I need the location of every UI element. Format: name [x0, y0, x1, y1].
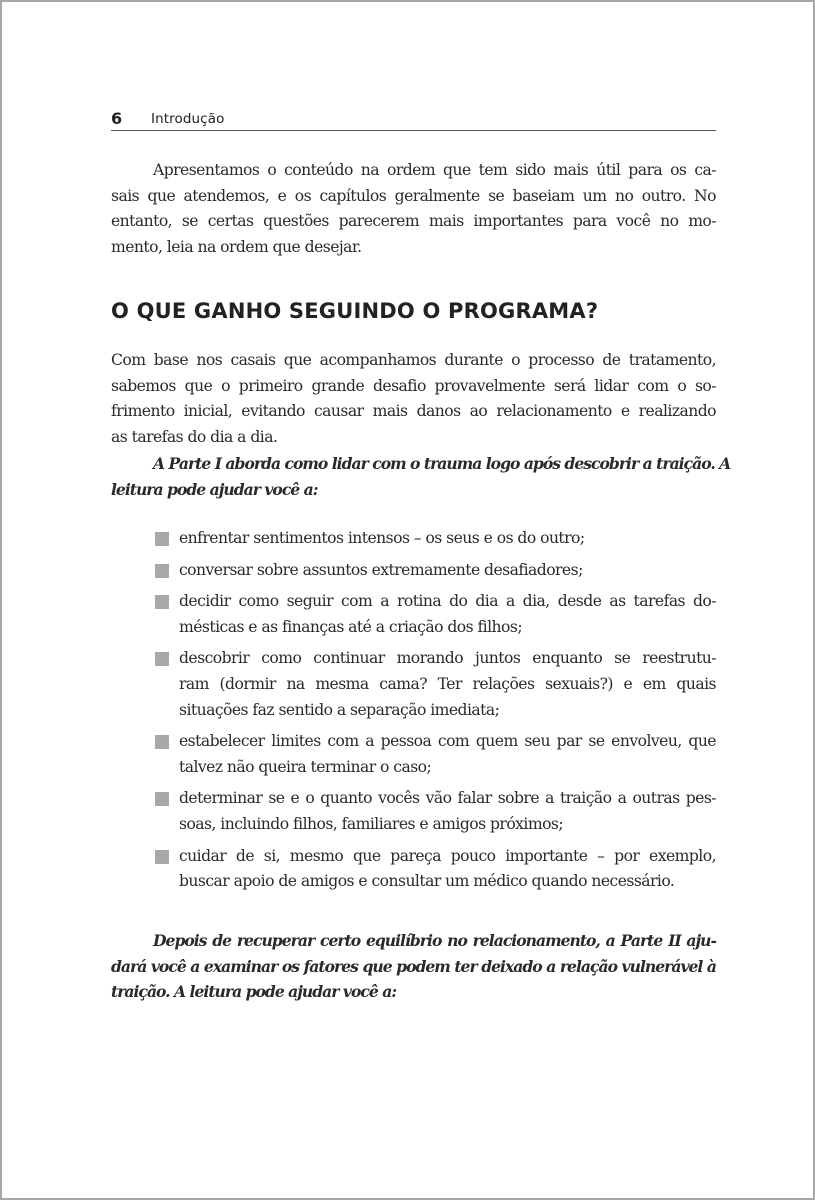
intro-paragraph [111, 158, 716, 260]
text-line: A Parte I aborda como lidar com o trauma logo após descobrir a traição. A [153, 454, 731, 473]
text-line: frimento inicial, evitando causar mais danos ao relacionamento e realizando [111, 402, 716, 421]
list-item [155, 844, 716, 895]
text-line: talvez não queira terminar o caso; [179, 757, 432, 776]
section-paragraph [111, 348, 716, 450]
text-line: dará você a examinar os fatores que podem ter deixado a relação vulnerável à [111, 956, 716, 976]
text-line: soas, incluindo filhos, familiares e amigos próximos; [179, 814, 564, 833]
list-item [155, 646, 716, 723]
list-item [155, 786, 716, 837]
text-line: Com base nos casais que acompanhamos durante o processo de tratamento, [111, 351, 716, 369]
text-line: ram (dormir na mesma cama? Ter relações sexuais?) e em quais [179, 674, 716, 693]
text-line: sabemos que o primeiro grande desafio provavelmente será lidar com o so- [111, 376, 716, 395]
section-heading: O QUE GANHO SEGUINDO O PROGRAMA? [111, 299, 599, 323]
text-line: leitura pode ajudar você a: [111, 479, 318, 499]
part1-intro [111, 451, 731, 502]
part2-intro [111, 928, 716, 1005]
square-bullet-icon [155, 564, 169, 578]
text-line: enfrentar sentimentos intensos – os seus e os do outro; [179, 529, 585, 547]
text-line: mento, leia na ordem que desejar. [111, 237, 362, 256]
square-bullet-icon [155, 735, 169, 749]
part1-bullet-list [155, 526, 716, 901]
text-line: decidir como seguir com a rotina do dia a dia, desde as tarefas do- [179, 592, 716, 611]
square-bullet-icon [155, 652, 169, 666]
square-bullet-icon [155, 792, 169, 806]
running-header [111, 108, 716, 131]
text-line: traição. A leitura pode ajudar você a: [111, 982, 397, 1002]
text-line: Apresentamos o conteúdo na ordem que tem sido mais útil para os ca- [153, 161, 716, 179]
text-line: entanto, se certas questões parecerem mais importantes para você no mo- [111, 212, 716, 231]
page-number: 6 [111, 109, 123, 128]
list-item [155, 589, 716, 640]
text-line: estabelecer limites com a pessoa com quem seu par se envolveu, que [179, 732, 716, 751]
square-bullet-icon [155, 532, 169, 546]
text-line: situações faz sentido a separação imediata; [179, 700, 500, 719]
list-item [155, 526, 716, 552]
running-title: Introdução [151, 111, 225, 127]
square-bullet-icon [155, 850, 169, 864]
list-item [155, 558, 716, 584]
text-line: determinar se e o quanto vocês vão falar sobre a traição a outras pes- [179, 789, 716, 808]
list-item [155, 729, 716, 780]
text-line: descobrir como continuar morando juntos enquanto se reestrutu- [179, 649, 716, 668]
square-bullet-icon [155, 595, 169, 609]
text-line: mésticas e as finanças até a criação dos filhos; [179, 617, 523, 636]
text-line: buscar apoio de amigos e consultar um médico quando necessário. [179, 872, 675, 891]
text-line: as tarefas do dia a dia. [111, 427, 278, 446]
text-line: sais que atendemos, e os capítulos geralmente se baseiam um no outro. No [111, 186, 716, 205]
text-line: Depois de recuperar certo equilíbrio no relacionamento, a Parte II aju- [153, 931, 716, 950]
text-line: conversar sobre assuntos extremamente desafiadores; [179, 560, 583, 579]
text-line: cuidar de si, mesmo que pareça pouco importante – por exemplo, [179, 846, 716, 865]
